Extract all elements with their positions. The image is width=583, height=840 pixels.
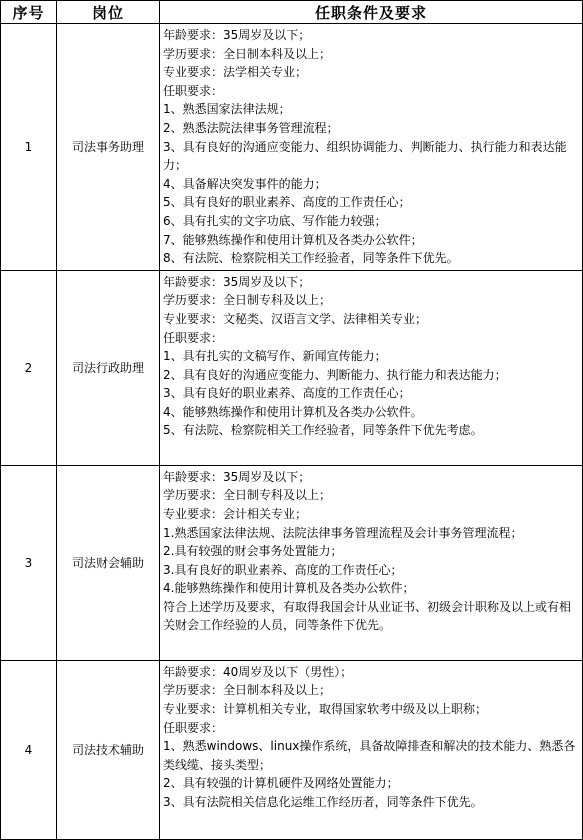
requirement-line: 1、熟悉国家法律法规； <box>163 102 291 117</box>
header-requirements: 任职条件及要求 <box>160 1 583 24</box>
position-name: 司法行政助理 <box>57 270 160 465</box>
requirements-cell <box>160 660 583 839</box>
requirement-line: 年龄要求：35周岁及以下； <box>163 469 311 484</box>
position-name: 司法事务助理 <box>57 24 160 271</box>
requirement-line: 学历要求：全日制本科及以上； <box>163 46 332 61</box>
requirement-line: 7、能够熟练操作和使用计算机及各类办公软件； <box>163 232 423 247</box>
requirement-line: 专业要求：文秘类、汉语言文学、法律相关专业； <box>163 311 428 326</box>
requirement-line: 符合上述学历及要求，有取得我国会计从业证书、初级会计职称及以上或有相关财会工作经验的人员，同等条件下优先。 <box>163 599 572 633</box>
requirement-line: 学历要求：全日制本科及以上； <box>163 683 332 698</box>
requirement-line: 学历要求：全日制专科及以上； <box>163 293 332 308</box>
row-number: 2 <box>1 270 57 465</box>
table-row <box>1 660 583 839</box>
requirement-line: 4.能够熟练操作和使用计算机及各类办公软件； <box>163 581 415 596</box>
row-number: 1 <box>1 24 57 271</box>
requirement-line: 3、具有良好的职业素养、高度的工作责任心； <box>163 386 411 401</box>
requirement-line: 1.熟悉国家法律法规、法院法律事务管理流程及会计事务管理流程； <box>163 525 523 540</box>
requirement-line: 4、具备解决突发事件的能力； <box>163 176 327 191</box>
requirement-line: 2.具有较强的财会事务处置能力； <box>163 544 343 559</box>
requirement-line: 任职要求： <box>163 83 224 98</box>
requirement-line: 3.具有良好的职业素养、高度的工作责任心； <box>163 562 403 577</box>
table-row <box>1 465 583 660</box>
requirement-line: 专业要求：会计相关专业； <box>163 506 308 521</box>
header-row <box>1 1 583 24</box>
table-body <box>1 24 583 840</box>
position-name: 司法财会辅助 <box>57 465 160 660</box>
table-row <box>1 24 583 271</box>
requirement-line: 1、具有扎实的文稿写作、新闻宣传能力； <box>163 349 387 364</box>
requirement-line: 3、具有良好的沟通应变能力、组织协调能力、判断能力、执行能力和表达能力； <box>163 139 567 173</box>
requirement-line: 年龄要求：40周岁及以下（男性）； <box>163 664 353 679</box>
requirement-line: 年龄要求：35周岁及以下； <box>163 28 311 42</box>
requirement-line: 任职要求： <box>163 720 224 735</box>
requirement-line: 6、具有扎实的文字功底、写作能力较强； <box>163 213 387 228</box>
requirement-line: 2、熟悉法院法律事务管理流程； <box>163 120 339 135</box>
requirement-line: 专业要求：计算机相关专业，取得国家软考中级及以上职称； <box>163 701 488 716</box>
requirement-line: 年龄要求：35周岁及以下； <box>163 274 311 289</box>
table-header <box>1 1 583 24</box>
requirement-line: 5、具有良好的职业素养、高度的工作责任心； <box>163 195 411 210</box>
requirements-cell <box>160 465 583 660</box>
requirements-cell <box>160 24 583 271</box>
requirement-line: 专业要求：法学相关专业； <box>163 65 308 80</box>
requirement-line: 2、具有较强的计算机硬件及网络处置能力； <box>163 776 399 791</box>
header-serial-number: 序号 <box>1 1 57 24</box>
requirement-line: 1、熟悉windows、linux操作系统，具备故障排查和解决的技术能力、熟悉各类线缆、接头类型； <box>163 739 576 772</box>
requirement-line: 3、具有法院相关信息化运维工作经历者，同等条件下优先。 <box>163 794 483 809</box>
requirement-line: 学历要求：全日制专科及以上； <box>163 488 332 503</box>
header-position: 岗位 <box>57 1 160 24</box>
requirement-line: 4、能够熟练操作和使用计算机及各类办公软件。 <box>163 404 423 419</box>
position-name: 司法技术辅助 <box>57 660 160 839</box>
requirement-line: 5、有法院、检察院相关工作经验者，同等条件下优先考虑。 <box>163 423 483 438</box>
requirement-line: 8、有法院、检察院相关工作经验者，同等条件下优先。 <box>163 251 459 266</box>
requirement-line: 2、具有良好的沟通应变能力、判断能力、执行能力和表达能力； <box>163 367 507 382</box>
table-row <box>1 270 583 465</box>
row-number: 4 <box>1 660 57 839</box>
requirements-cell <box>160 270 583 465</box>
requirement-line: 任职要求： <box>163 330 224 345</box>
row-number: 3 <box>1 465 57 660</box>
